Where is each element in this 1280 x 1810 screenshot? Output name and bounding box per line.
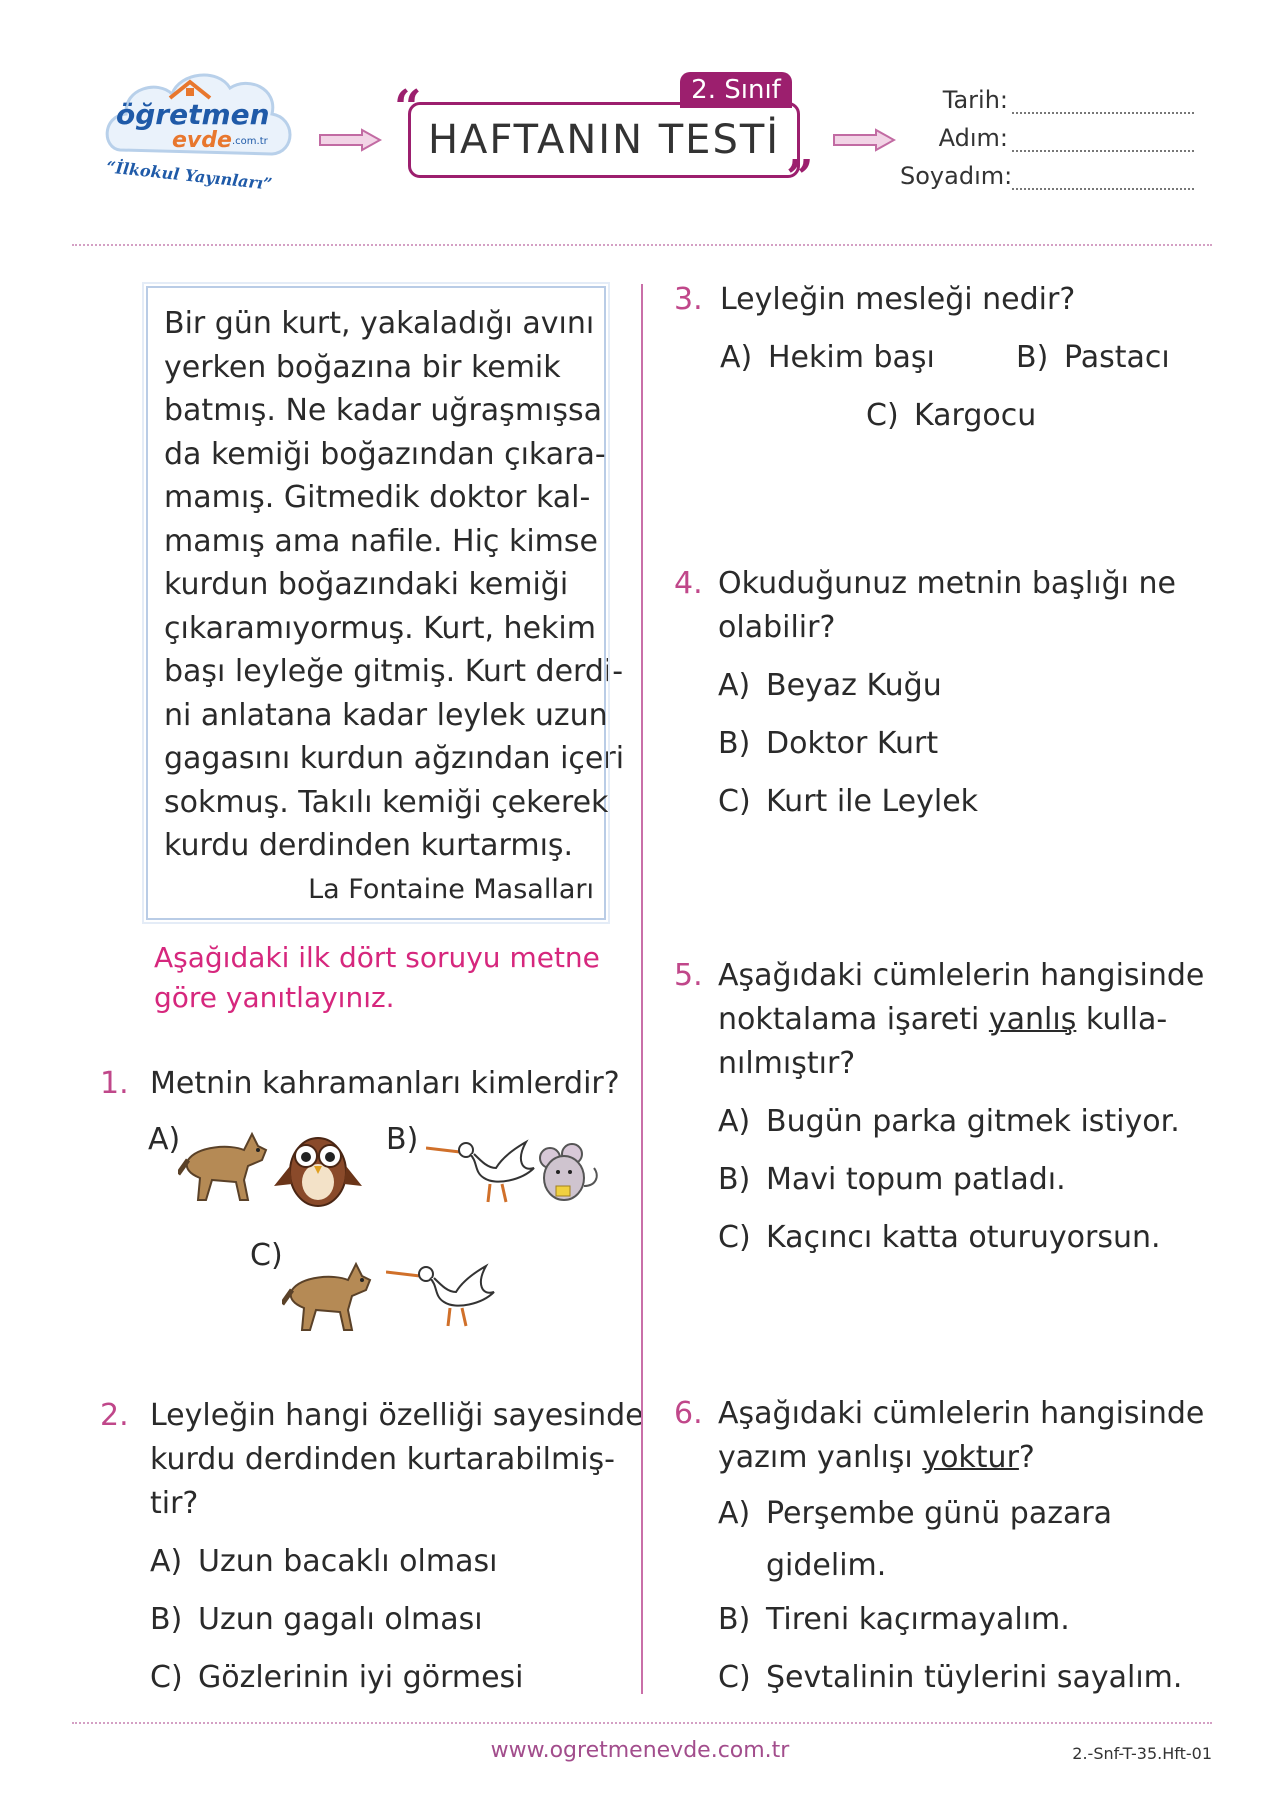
- name-field[interactable]: [900, 124, 1200, 152]
- passage-line: Bir gün kurt, yakaladığı avını: [164, 306, 595, 341]
- answer-option[interactable]: B) Uzun gagalı olması: [150, 1602, 483, 1637]
- wolf-icon: [178, 1120, 274, 1204]
- answer-option[interactable]: C) Gözlerinin iyi görmesi: [150, 1660, 524, 1695]
- question-number: 4.: [674, 566, 703, 601]
- date-blank[interactable]: [1012, 92, 1194, 114]
- grade-badge: 2. Sınıf: [680, 72, 792, 108]
- instruction-line: Aşağıdaki ilk dört soruyu metne: [154, 941, 600, 974]
- option-label[interactable]: A): [148, 1122, 181, 1157]
- answer-option-continued[interactable]: gidelim.: [766, 1548, 887, 1583]
- name-blank[interactable]: [1012, 130, 1194, 152]
- logo-domain-text: .com.tr: [232, 136, 268, 147]
- column-divider: [641, 284, 643, 1694]
- arrow-right-icon: [832, 128, 896, 152]
- option-label[interactable]: C): [250, 1238, 283, 1273]
- passage-line: başı leyleğe gitmiş. Kurt derdi-: [164, 654, 624, 689]
- passage-line: gagasını kurdun ağzından içeri: [164, 741, 625, 776]
- arrow-right-icon: [318, 128, 382, 152]
- question-line: kurdu derdinden kurtarabilmiş-: [150, 1442, 615, 1477]
- question-line: olabilir?: [718, 610, 836, 645]
- stork-icon: [386, 1252, 504, 1328]
- answer-option[interactable]: C) Kaçıncı katta oturuyorsun.: [718, 1220, 1161, 1255]
- question-line: Leyleğin hangi özelliği sayesinde: [150, 1398, 644, 1433]
- date-label: Tarih:: [942, 86, 1008, 114]
- passage-line: mamış. Gitmedik doktor kal-: [164, 480, 591, 515]
- question-text: Leyleğin mesleği nedir?: [720, 282, 1076, 317]
- answer-option[interactable]: A) Hekim başı: [720, 340, 935, 375]
- question-line: noktalama işareti yanlış kulla-: [718, 1002, 1168, 1037]
- passage-line: kurdu derdinden kurtarmış.: [164, 828, 574, 863]
- logo-tagline: “İlkokul Yayınları”: [105, 157, 274, 194]
- question-text: [718, 954, 1204, 1086]
- underlined-keyword: yanlış: [988, 1002, 1077, 1037]
- logo-main-text: öğretmen: [116, 98, 270, 131]
- passage-line: sokmuş. Takılı kemiği çekerek: [164, 784, 609, 820]
- question-text: Metnin kahramanları kimlerdir?: [150, 1066, 620, 1101]
- passage-line: batmış. Ne kadar uğraşmışsa: [164, 393, 603, 428]
- answer-option[interactable]: C) Kurt ile Leylek: [718, 784, 979, 819]
- wolf-icon: [282, 1250, 378, 1334]
- passage-line: mamış ama nafile. Hiç kimse: [164, 523, 598, 559]
- answer-option[interactable]: A) Beyaz Kuğu: [718, 668, 942, 703]
- question-number: 6.: [674, 1396, 703, 1431]
- passage-line: yerken boğazına bir kemik: [164, 349, 561, 385]
- close-quote-icon: ”: [786, 150, 814, 206]
- page-title: HAFTANIN TESTİ: [427, 117, 781, 163]
- owl-icon: [272, 1126, 364, 1210]
- logo-sub-text: evde: [172, 128, 232, 153]
- question-number: 1.: [100, 1066, 129, 1101]
- open-quote-icon: “: [394, 80, 422, 136]
- surname-blank[interactable]: [1012, 168, 1194, 190]
- passage-line: da kemiği boğazından çıkara-: [164, 436, 606, 472]
- underlined-keyword: yoktur: [922, 1440, 1019, 1475]
- answer-option[interactable]: A) Perşembe günü pazara: [718, 1496, 1113, 1531]
- header-divider: [72, 244, 1212, 246]
- question-text: [718, 1392, 1204, 1480]
- answer-option[interactable]: A) Bugün parka gitmek istiyor.: [718, 1104, 1180, 1139]
- passage-line: ni anlatana kadar leylek uzun: [164, 697, 608, 733]
- publisher-logo: [100, 58, 300, 208]
- instruction-line: göre yanıtlayınız.: [154, 981, 395, 1014]
- surname-field[interactable]: [900, 162, 1200, 190]
- question-number: 5.: [674, 958, 703, 993]
- instruction: [154, 938, 600, 1018]
- question-text: [150, 1394, 644, 1526]
- question-line: yazım yanlışı yoktur?: [718, 1440, 1035, 1475]
- reading-passage: [146, 286, 625, 920]
- question-number: 2.: [100, 1398, 129, 1433]
- answer-option[interactable]: C) Şevtalinin tüylerini sayalım.: [718, 1660, 1183, 1695]
- question-line: Aşağıdaki cümlelerin hangisinde: [718, 1396, 1205, 1431]
- surname-label: Soyadım:: [900, 162, 1013, 190]
- passage-line: kurdun boğazındaki kemiği: [164, 567, 569, 602]
- answer-option[interactable]: A) Uzun bacaklı olması: [150, 1544, 498, 1579]
- answer-option[interactable]: B) Doktor Kurt: [718, 726, 939, 761]
- document-code: 2.-Snf-T-35.Hft-01: [1072, 1744, 1212, 1763]
- answer-option[interactable]: B) Tireni kaçırmayalım.: [718, 1602, 1070, 1637]
- stork-icon: [426, 1128, 544, 1204]
- footer-url[interactable]: www.ogretmenevde.com.tr: [490, 1738, 790, 1763]
- option-label[interactable]: B): [386, 1122, 419, 1157]
- answer-option[interactable]: B) Mavi topum patladı.: [718, 1162, 1066, 1197]
- passage-source: La Fontaine Masalları: [308, 873, 594, 905]
- question-line: tir?: [150, 1486, 199, 1521]
- title-box: [408, 102, 800, 178]
- answer-option[interactable]: C) Kargocu: [866, 398, 1037, 433]
- date-field[interactable]: [900, 86, 1200, 114]
- answer-option[interactable]: B) Pastacı: [1016, 340, 1170, 375]
- question-number: 3.: [674, 282, 703, 317]
- question-line: nılmıştır?: [718, 1046, 856, 1081]
- footer-divider: [72, 1722, 1212, 1724]
- passage-line: çıkaramıyormuş. Kurt, hekim: [164, 610, 596, 646]
- question-line: Okuduğunuz metnin başlığı ne: [718, 566, 1176, 601]
- question-line: Aşağıdaki cümlelerin hangisinde: [718, 958, 1205, 993]
- name-label: Adım:: [938, 124, 1008, 152]
- question-text: [718, 562, 1176, 650]
- mouse-icon: [534, 1142, 604, 1206]
